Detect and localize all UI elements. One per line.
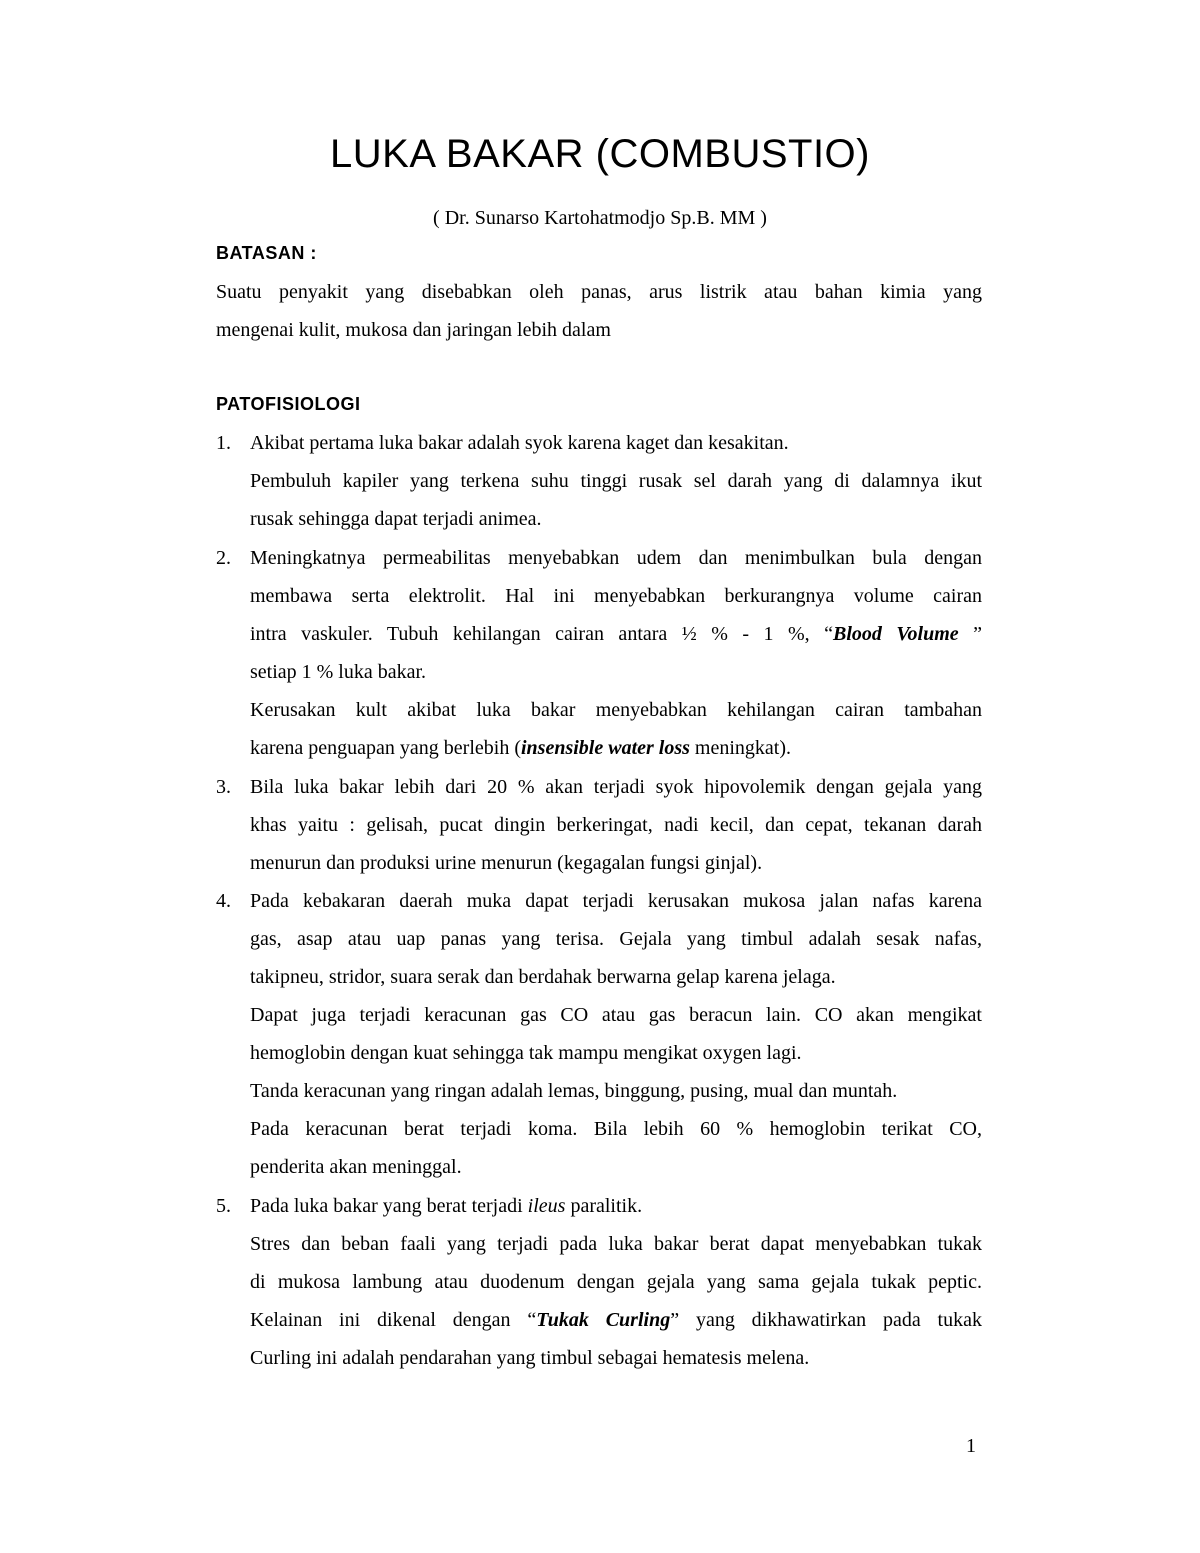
list-item xyxy=(250,882,982,1186)
list-item-line: Stres dan beban faali yang terjadi pada luka bakar berat dapat menyebabkan tukak xyxy=(250,1233,982,1255)
list-number: 5. xyxy=(216,1195,231,1217)
document-title: LUKA BAKAR (COMBUSTIO) xyxy=(330,132,870,176)
emphasis-text: Tukak Curling xyxy=(536,1309,671,1331)
list-item xyxy=(250,1187,982,1377)
list-item-line: khas yaitu : gelisah, pucat dingin berkeringat, nadi kecil, dan cepat, tekanan darah xyxy=(250,814,982,836)
page-number: 1 xyxy=(966,1435,976,1457)
list-item-line: Bila luka bakar lebih dari 20 % akan terjadi syok hipovolemik dengan gejala yang xyxy=(250,776,982,798)
batasan-paragraph xyxy=(216,273,982,349)
list-item xyxy=(250,539,982,767)
text-run: paralitik. xyxy=(565,1195,643,1217)
text-run: ” xyxy=(958,623,982,645)
list-item-line xyxy=(250,615,982,653)
list-item-line: hemoglobin dengan kuat sehingga tak mampu mengikat oxygen lagi. xyxy=(250,1042,802,1064)
list-item-line: rusak sehingga dapat terjadi animea. xyxy=(250,508,542,530)
list-item-line: takipneu, stridor, suara serak dan berdahak berwarna gelap karena jelaga. xyxy=(250,966,836,988)
text-run: intra vaskuler. Tubuh kehilangan cairan antara ½ % - 1 %, “ xyxy=(250,623,834,645)
batasan-heading: BATASAN : xyxy=(216,243,317,263)
list-item-line xyxy=(250,729,982,767)
list-item-line: penderita akan meninggal. xyxy=(250,1156,462,1178)
text-run: Kelainan ini dikenal dengan “ xyxy=(250,1309,537,1331)
text-run: karena penguapan yang berlebih ( xyxy=(250,737,521,759)
emphasis-text: Blood Volume xyxy=(833,623,959,645)
list-item-line: Pada keracunan berat terjadi koma. Bila lebih 60 % hemoglobin terikat CO, xyxy=(250,1118,982,1140)
author-line: ( Dr. Sunarso Kartohatmodjo Sp.B. MM ) xyxy=(433,207,767,229)
list-item-line: setiap 1 % luka bakar. xyxy=(250,661,427,683)
emphasis-text: insensible water loss xyxy=(521,737,690,759)
text-run: meningkat). xyxy=(689,737,792,759)
list-item-line xyxy=(250,1301,982,1339)
list-number: 1. xyxy=(216,432,231,454)
list-number: 2. xyxy=(216,547,231,569)
list-item-line: menurun dan produksi urine menurun (kegagalan fungsi ginjal). xyxy=(250,852,763,874)
list-item xyxy=(250,424,982,538)
list-item-line: gas, asap atau uap panas yang terisa. Gejala yang timbul adalah sesak nafas, xyxy=(250,928,982,950)
list-item-line: Meningkatnya permeabilitas menyebabkan udem dan menimbulkan bula dengan xyxy=(250,547,982,569)
patofisiologi-heading: PATOFISIOLOGI xyxy=(216,394,361,414)
batasan-line: mengenai kulit, mukosa dan jaringan lebih dalam xyxy=(216,319,611,341)
list-item-line: Pada kebakaran daerah muka dapat terjadi kerusakan mukosa jalan nafas karena xyxy=(250,890,982,912)
text-run: Pada luka bakar yang berat terjadi xyxy=(250,1195,528,1217)
text-run: ” yang dikhawatirkan pada tukak xyxy=(670,1309,982,1331)
list-item-line xyxy=(250,1187,982,1225)
list-number: 3. xyxy=(216,776,231,798)
batasan-line: Suatu penyakit yang disebabkan oleh panas, arus listrik atau bahan kimia yang xyxy=(216,281,982,303)
list-item xyxy=(250,768,982,882)
list-item-line: di mukosa lambung atau duodenum dengan gejala yang sama gejala tukak peptic. xyxy=(250,1271,982,1293)
list-item-line: Tanda keracunan yang ringan adalah lemas, binggung, pusing, mual dan muntah. xyxy=(250,1080,898,1102)
list-number: 4. xyxy=(216,890,231,912)
list-item-line: Kerusakan kult akibat luka bakar menyebabkan kehilangan cairan tambahan xyxy=(250,699,982,721)
emphasis-text: ileus xyxy=(527,1195,566,1217)
list-item-line: Akibat pertama luka bakar adalah syok karena kaget dan kesakitan. xyxy=(250,432,789,454)
list-item-line: membawa serta elektrolit. Hal ini menyebabkan berkurangnya volume cairan xyxy=(250,585,982,607)
list-item-line: Dapat juga terjadi keracunan gas CO atau gas beracun lain. CO akan mengikat xyxy=(250,1004,982,1026)
list-item-line: Pembuluh kapiler yang terkena suhu tinggi rusak sel darah yang di dalamnya ikut xyxy=(250,470,982,492)
list-item-line: Curling ini adalah pendarahan yang timbul sebagai hematesis melena. xyxy=(250,1347,810,1369)
